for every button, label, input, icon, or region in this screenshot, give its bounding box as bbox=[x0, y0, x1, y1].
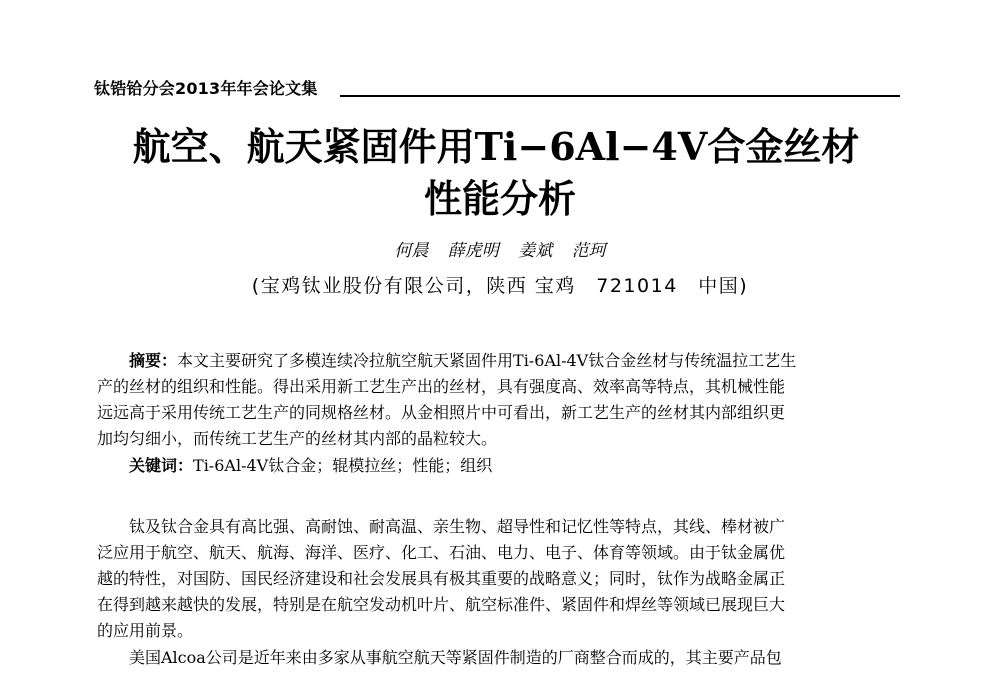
abstract bbox=[97, 348, 903, 452]
abstract-label: 摘要： bbox=[129, 351, 178, 370]
paper-title-line-1: 航空、航天紧固件用Ti−6Al−4V合金丝材 bbox=[132, 124, 860, 169]
keywords bbox=[97, 453, 903, 479]
running-header bbox=[94, 74, 900, 100]
keywords-label: 关键词： bbox=[129, 456, 194, 475]
header-rule bbox=[340, 95, 900, 97]
body-line: 在得到越来越快的发展，特别是在航空发动机叶片、航空标准件、紧固件和焊丝等领域已展现巨大 bbox=[97, 595, 786, 614]
body-line: 泛应用于航空、航天、航海、海洋、医疗、化工、石油、电力、电子、体育等领域。由于钛金属优 bbox=[97, 543, 786, 562]
running-header-title: 钛锆铪分会2013年年会论文集 bbox=[94, 79, 318, 98]
body-paragraph-1 bbox=[97, 514, 903, 644]
affiliation: (宝鸡钛业股份有限公司，陕西 宝鸡 721014 中国) bbox=[251, 275, 749, 297]
abstract-line: 远远高于采用传统工艺生产的同规格丝材。从金相照片中可看出，新工艺生产的丝材其内部组织更 bbox=[97, 403, 786, 422]
body-line: 越的特性，对国防、国民经济建设和社会发展具有极其重要的战略意义；同时，钛作为战略金属正 bbox=[97, 569, 786, 588]
body-line: 美国Alcoa公司是近年来由多家从事航空航天等紧固件制造的厂商整合而成的，其主要产品包 bbox=[129, 648, 782, 667]
abstract-line: 产的丝材的组织和性能。得出采用新工艺生产出的丝材，具有强度高、效率高等特点，其机械性能 bbox=[97, 377, 786, 396]
author-list: 何晨 薛虎明 姜斌 范珂 bbox=[394, 241, 606, 261]
keywords-text: Ti-6Al-4V钛合金；辊模拉丝；性能；组织 bbox=[193, 456, 493, 475]
paper-title-line-2: 性能分析 bbox=[423, 176, 576, 221]
body-line: 钛及钛合金具有高比强、高耐蚀、耐高温、亲生物、超导性和记忆性等特点，其线、棒材被广 bbox=[129, 517, 786, 536]
abstract-line: 加均匀细小，而传统工艺生产的丝材其内部的晶粒较大。 bbox=[97, 429, 498, 448]
abstract-text: 本文主要研究了多模连续冷拉航空航天紧固件用Ti-6Al-4V钛合金丝材与传统温拉工艺生 bbox=[177, 351, 797, 370]
keywords-line bbox=[97, 453, 903, 479]
abstract-line bbox=[97, 348, 903, 374]
body-paragraph-2 bbox=[97, 645, 903, 671]
body-line: 的应用前景。 bbox=[97, 621, 194, 640]
